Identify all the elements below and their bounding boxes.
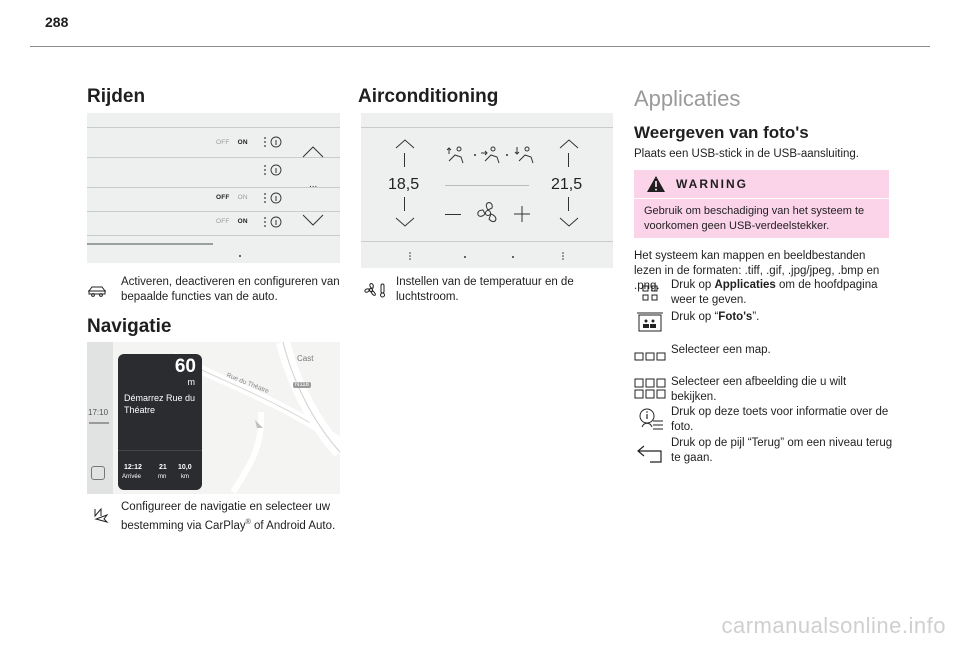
navigatie-description: Configureer de navigatie en selecteer uw bestemming via CarPlay® of Android Auto. [121,501,336,532]
duration-unit: mn [158,474,167,480]
navigatie-title: Navigatie [87,316,172,337]
toggle-1[interactable]: OFF ON [216,139,248,146]
rijden-description: Activeren, deactiveren en configureren van bepaalde functies van de auto. [121,276,340,303]
more-indicator: ... [309,179,318,190]
watermark: carmanualsonline.info [721,613,946,638]
distance-value: 60 [174,356,196,377]
airflow-mode-icons[interactable] [445,145,537,165]
chevron-up-icon[interactable] [301,145,325,159]
rijden-screen [87,113,340,263]
folders-icon [634,350,666,362]
fan-decrease-button[interactable] [445,214,461,215]
step-image: Selecteer een afbeelding die u wilt bekijken. [671,376,847,403]
step-photos: Druk op “Foto's”. [671,311,760,323]
toggle-3[interactable]: OFF ON [216,218,248,225]
guidance-card [118,354,202,490]
clock: 17:10 [88,408,109,417]
home-button[interactable] [91,466,105,480]
rijden-title: Rijden [87,86,146,107]
formats-paragraph: Het systeem kan mappen en beeldbestanden lezen in de formaten: .tiff, .gif, .jpg/jpeg, .bmp en .png. [634,250,880,292]
temp-right: 21,5 [551,176,583,193]
header-divider [30,46,930,47]
options-info-icon[interactable] [263,215,283,229]
scroll-progress [87,243,213,245]
photos-subtitle: Weergeven van foto's [634,123,809,142]
step-applications: Druk op Applicaties om de hoofdpagina weer te geven. [671,279,878,306]
back-arrow-icon [636,444,664,464]
temp-left: 18,5 [388,176,420,193]
step-back: Druk op de pijl “Terug” om een niveau terug te gaan. [671,437,893,464]
temp-right-down-icon[interactable] [559,217,579,227]
photos-icon [636,312,664,334]
airco-screen [361,113,613,268]
airco-title: Airconditioning [358,86,499,107]
applicaties-title: Applicaties [634,86,741,111]
arrival-time: 12:12 [124,464,142,471]
info-icon [638,407,664,433]
navigation-icon [93,507,109,523]
options-info-icon[interactable] [263,135,283,149]
step-folder: Selecteer een map. [671,344,771,356]
page-dot [239,255,241,257]
options-info-icon[interactable] [263,191,283,205]
arrival-label: Arrivée [122,474,142,480]
warning-icon [646,175,666,193]
images-grid-icon [634,378,666,400]
warning-text: Gebruik om beschadiging van het systeem te voorkomen geen USB-verdeelstekker. [634,199,889,238]
applications-grid-icon [642,285,658,301]
map-town-label: Cast [297,354,314,363]
page-number: 288 [45,14,69,30]
road-badge: N118 [295,382,309,388]
map-street-label: Rue du Théatre [225,371,270,396]
duration-value: 21 [159,464,167,471]
temp-right-up-icon[interactable] [559,139,579,149]
options-info-icon[interactable] [263,163,283,177]
km-value: 10,0 [178,464,192,471]
page-indicators [405,251,575,261]
warning-header [634,170,889,198]
usb-intro: Plaats een USB-stick in de USB-aansluiting. [634,148,859,160]
distance-unit: m [187,377,195,387]
temp-left-up-icon[interactable] [395,139,415,149]
chevron-down-icon[interactable] [301,213,325,227]
step-info: Druk op deze toets voor informatie over de foto. [671,406,889,433]
warning-title: WARNING [676,177,748,191]
fan-increase-button[interactable] [513,205,531,223]
navigation-screen [87,342,340,494]
climate-icon [364,282,388,298]
temp-left-down-icon[interactable] [395,217,415,227]
km-unit: km [181,474,189,480]
toggle-2[interactable]: OFF ON [216,194,248,201]
airco-description: Instellen van de temperatuur en de luchtstroom. [396,276,574,303]
fan-icon [475,199,501,227]
street-name: Démarrez Rue du Théatre [124,393,196,415]
car-icon [87,284,107,298]
